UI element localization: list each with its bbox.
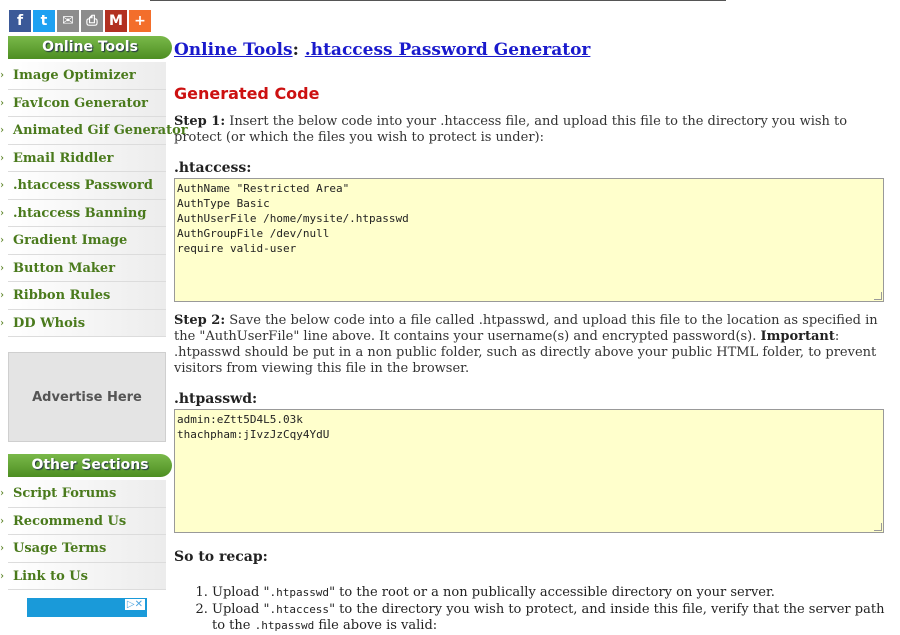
sidebar-link-label: Usage Terms [13,541,107,556]
sidebar-item-tool-2[interactable] [0,117,188,145]
bullet-arrow-icon: › [0,570,4,582]
other-sections-list [0,480,166,590]
resize-grip-icon[interactable] [874,292,882,300]
sidebar-link-label: DD Whois [13,315,86,331]
sidebar-link-label: Recommend Us [13,513,127,529]
recap-code: .htaccess [269,603,330,616]
bullet-arrow-icon: › [0,235,4,246]
recap-post: " to the root or a non publically accessible directory on your server. [329,585,775,600]
sidebar-link-label: Image Optimizer [13,68,136,83]
sidebar-item-other-3[interactable] [0,563,166,591]
sidebar-item-tool-9[interactable] [0,310,166,338]
bullet-arrow-icon: › [0,180,4,191]
sidebar-item-other-2[interactable] [0,535,166,563]
main-content [174,36,894,635]
step2-label: Step 2: [174,313,226,328]
bullet-arrow-icon: › [0,317,4,329]
recap-code: .htpasswd [269,586,330,599]
recap-pre: Upload " [212,602,270,617]
sidebar-item-tool-3[interactable] [0,145,166,173]
gmail-icon[interactable]: M [105,10,127,32]
code-line: thachpham:jIvzJzCqy4YdU [177,428,330,441]
sidebar-link-label: .htaccess Banning [13,205,147,221]
htpasswd-label: .htpasswd: [174,391,258,407]
sidebar [0,36,188,590]
sidebar-item-tool-4[interactable] [0,172,166,200]
htpasswd-code-textarea[interactable] [174,409,884,533]
recap-item [212,602,894,634]
recap-post: file above is valid: [314,618,438,633]
sidebar-heading-other-sections: Other Sections [8,454,172,477]
twitter-icon[interactable]: t [33,10,55,32]
step2-body-2: : .htpasswd should be put in a non public folder, such as directly above your public HTML folder, to prevent visitors from viewing this file in the browser. [174,329,877,376]
bullet-arrow-icon: › [0,488,4,499]
sidebar-link-label: Email Riddler [13,150,114,166]
htaccess-label: .htaccess: [174,160,252,176]
sidebar-link-label: Animated Gif Generator [13,123,188,138]
sidebar-item-tool-5[interactable] [0,200,166,228]
ad-choices-icon[interactable]: ▷✕ [126,599,143,610]
bullet-arrow-icon: › [0,543,4,554]
bullet-arrow-icon: › [0,207,4,219]
code-line: AuthType Basic [177,197,270,210]
bullet-arrow-icon: › [0,125,4,136]
bullet-arrow-icon: › [0,262,4,274]
step1-text [174,114,894,146]
sidebar-heading-online-tools: Online Tools [8,36,172,59]
bullet-arrow-icon: › [0,515,4,527]
sidebar-link-label: Ribbon Rules [13,288,111,303]
code-line: AuthUserFile /home/mysite/.htpasswd [177,212,409,225]
breadcrumb-page-link[interactable]: .htaccess Password Generator [304,40,591,60]
code-line: AuthName "Restricted Area" [177,182,350,195]
breadcrumb-online-tools-link[interactable]: Online Tools [174,40,293,60]
code-line: AuthGroupFile /dev/null [177,227,330,240]
top-divider [150,0,726,1]
step1-label: Step 1: [174,114,226,129]
facebook-icon[interactable]: f [9,10,31,32]
online-tools-list [0,62,188,337]
plus-share-icon[interactable]: + [129,10,151,32]
sidebar-link-label: Link to Us [13,568,88,584]
sidebar-link-label: .htaccess Password [13,178,153,193]
htaccess-code-textarea[interactable] [174,178,884,302]
recap-list [174,585,894,634]
step2-body: Save the below code into a file called .htpasswd, and upload this file to the location as specified in the "AuthUserFile" line above. It contains your username(s) and encrypted password(s). [174,313,878,344]
sidebar-item-other-0[interactable] [0,480,166,508]
recap-post: " to the directory you wish to protect, and inside this file, verify that the server path to the [212,602,885,633]
code-line: require valid-user [177,242,297,255]
breadcrumb-separator: : [292,40,305,60]
sidebar-item-tool-6[interactable] [0,227,166,255]
recap-title: So to recap: [174,549,268,565]
sidebar-item-tool-8[interactable] [0,282,166,310]
bullet-arrow-icon: › [0,290,4,301]
step1-body: Insert the below code into your .htaccess file, and upload this file to the directory you wish to protect (or which the files you wish to protect is under): [174,114,848,145]
social-share-bar [9,10,151,32]
sidebar-item-other-1[interactable] [0,508,166,536]
step2-important: Important [760,329,835,344]
bottom-ad-banner[interactable] [27,598,147,617]
recap-pre: Upload " [212,585,270,600]
resize-grip-icon[interactable] [874,523,882,531]
sidebar-item-tool-0[interactable] [0,62,166,90]
recap-code: .htpasswd [254,619,315,632]
sidebar-item-tool-1[interactable] [0,90,166,118]
step2-text [174,313,894,377]
bullet-arrow-icon: › [0,152,4,164]
code-line: admin:eZtt5D4L5.03k [177,413,303,426]
breadcrumb [174,40,894,60]
generated-code-title: Generated Code [174,84,320,103]
sidebar-link-label: Button Maker [13,260,116,276]
sidebar-link-label: Script Forums [13,486,117,501]
recap-item [212,585,894,601]
sidebar-link-label: Gradient Image [13,233,128,248]
bullet-arrow-icon: › [0,97,4,109]
sidebar-link-label: FavIcon Generator [13,95,149,111]
bullet-arrow-icon: › [0,70,4,81]
sidebar-item-tool-7[interactable] [0,255,166,283]
advertise-here-box[interactable]: Advertise Here [8,352,166,442]
print-icon[interactable]: ⎙ [81,10,103,32]
email-icon[interactable]: ✉ [57,10,79,32]
